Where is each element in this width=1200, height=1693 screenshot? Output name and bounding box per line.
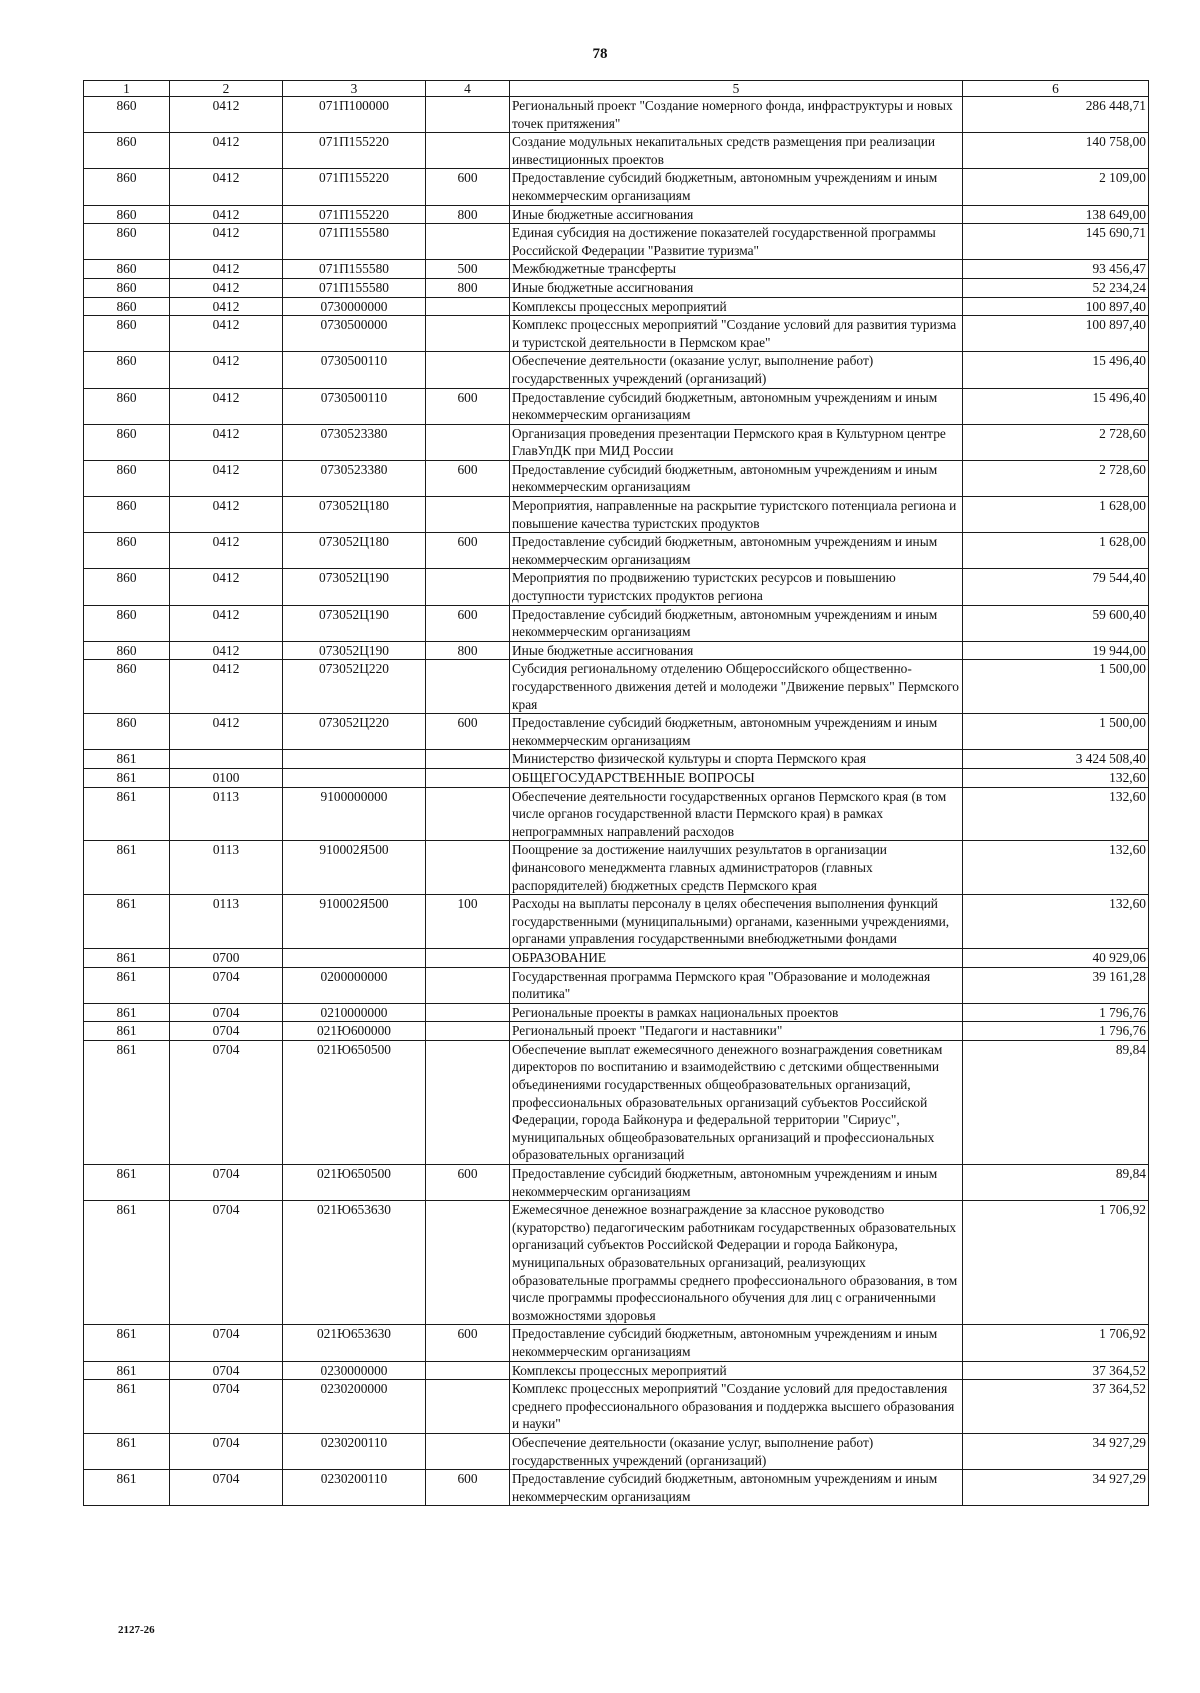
target-article-cell: 071П155220	[283, 205, 426, 224]
ministry-code-cell: 860	[84, 533, 170, 569]
item-name-cell: Расходы на выплаты персоналу в целях обеспечения выполнения функций государственными (муниципальными) органами, казенными учреждениями, органами управления государственными внебюджетными фондами	[510, 895, 963, 949]
item-name-cell: Обеспечение деятельности (оказание услуг, выполнение работ) государственных учреждений (организаций)	[510, 1433, 963, 1469]
amount-cell: 15 496,40	[963, 352, 1149, 388]
table-row	[84, 841, 1149, 895]
item-name-cell: Предоставление субсидий бюджетным, автономным учреждениям и иным некоммерческим организациям	[510, 1165, 963, 1201]
target-article-cell: 071П100000	[283, 97, 426, 133]
section-code-cell: 0412	[170, 424, 283, 460]
section-code-cell: 0113	[170, 895, 283, 949]
amount-cell: 286 448,71	[963, 97, 1149, 133]
expense-type-cell	[426, 497, 510, 533]
target-article-cell: 071П155580	[283, 278, 426, 297]
amount-cell: 40 929,06	[963, 948, 1149, 967]
ministry-code-cell: 861	[84, 841, 170, 895]
amount-cell: 89,84	[963, 1165, 1149, 1201]
section-code-cell: 0412	[170, 278, 283, 297]
section-code-cell: 0704	[170, 1201, 283, 1325]
ministry-code-cell: 861	[84, 895, 170, 949]
section-code-cell	[170, 750, 283, 769]
table-row	[84, 424, 1149, 460]
section-code-cell: 0113	[170, 787, 283, 841]
section-code-cell: 0704	[170, 1380, 283, 1434]
table-row	[84, 750, 1149, 769]
table-row	[84, 1433, 1149, 1469]
amount-cell: 19 944,00	[963, 641, 1149, 660]
table-row	[84, 569, 1149, 605]
expense-type-cell: 600	[426, 714, 510, 750]
section-code-cell: 0412	[170, 133, 283, 169]
item-name-cell: Предоставление субсидий бюджетным, автономным учреждениям и иным некоммерческим организациям	[510, 605, 963, 641]
expense-type-cell	[426, 133, 510, 169]
item-name-cell: Региональный проект "Создание номерного фонда, инфраструктуры и новых точек притяжения"	[510, 97, 963, 133]
section-code-cell: 0113	[170, 841, 283, 895]
amount-cell: 132,60	[963, 841, 1149, 895]
target-article-cell: 910002Я500	[283, 895, 426, 949]
expense-type-cell	[426, 841, 510, 895]
ministry-code-cell: 861	[84, 948, 170, 967]
column-header-4: 4	[426, 81, 510, 97]
table-row	[84, 1040, 1149, 1164]
section-code-cell: 0704	[170, 1003, 283, 1022]
table-row	[84, 967, 1149, 1003]
item-name-cell: Субсидия региональному отделению Общероссийского общественно-государственного движения детей и молодежи "Движение первых" Пермского края	[510, 660, 963, 714]
item-name-cell: Организация проведения презентации Пермского края в Культурном центре ГлавУпДК при МИД России	[510, 424, 963, 460]
target-article-cell: 073052Ц190	[283, 641, 426, 660]
table-row	[84, 895, 1149, 949]
table-row	[84, 460, 1149, 496]
amount-cell: 132,60	[963, 768, 1149, 787]
expense-type-cell: 100	[426, 895, 510, 949]
expense-type-cell	[426, 1433, 510, 1469]
section-code-cell: 0412	[170, 97, 283, 133]
expense-type-cell: 800	[426, 205, 510, 224]
amount-cell: 1 706,92	[963, 1201, 1149, 1325]
ministry-code-cell: 860	[84, 260, 170, 279]
column-header-2: 2	[170, 81, 283, 97]
section-code-cell: 0412	[170, 660, 283, 714]
item-name-cell: ОБРАЗОВАНИЕ	[510, 948, 963, 967]
section-code-cell: 0704	[170, 1325, 283, 1361]
section-code-cell: 0704	[170, 1433, 283, 1469]
section-code-cell: 0412	[170, 533, 283, 569]
column-header-1: 1	[84, 81, 170, 97]
expense-type-cell	[426, 569, 510, 605]
column-header-5: 5	[510, 81, 963, 97]
expense-type-cell: 600	[426, 388, 510, 424]
amount-cell: 1 628,00	[963, 533, 1149, 569]
table-row	[84, 533, 1149, 569]
table-row	[84, 316, 1149, 352]
ministry-code-cell: 860	[84, 569, 170, 605]
amount-cell: 2 109,00	[963, 169, 1149, 205]
table-row	[84, 133, 1149, 169]
target-article-cell: 9100000000	[283, 787, 426, 841]
amount-cell: 15 496,40	[963, 388, 1149, 424]
ministry-code-cell: 861	[84, 1201, 170, 1325]
amount-cell: 34 927,29	[963, 1433, 1149, 1469]
target-article-cell: 071П155580	[283, 224, 426, 260]
ministry-code-cell: 860	[84, 205, 170, 224]
ministry-code-cell: 861	[84, 1361, 170, 1380]
table-row	[84, 224, 1149, 260]
amount-cell: 1 796,76	[963, 1022, 1149, 1041]
table-row	[84, 1022, 1149, 1041]
expense-type-cell	[426, 316, 510, 352]
amount-cell: 37 364,52	[963, 1361, 1149, 1380]
target-article-cell: 0230000000	[283, 1361, 426, 1380]
expense-type-cell	[426, 224, 510, 260]
table-row	[84, 169, 1149, 205]
item-name-cell: Предоставление субсидий бюджетным, автономным учреждениям и иным некоммерческим организациям	[510, 169, 963, 205]
ministry-code-cell: 861	[84, 1022, 170, 1041]
section-code-cell: 0704	[170, 1361, 283, 1380]
expense-type-cell: 600	[426, 605, 510, 641]
section-code-cell: 0100	[170, 768, 283, 787]
ministry-code-cell: 860	[84, 497, 170, 533]
table-row	[84, 1165, 1149, 1201]
ministry-code-cell: 860	[84, 424, 170, 460]
ministry-code-cell: 861	[84, 768, 170, 787]
target-article-cell	[283, 750, 426, 769]
table-row	[84, 497, 1149, 533]
item-name-cell: Обеспечение деятельности (оказание услуг, выполнение работ) государственных учреждений (организаций)	[510, 352, 963, 388]
target-article-cell: 021Ю650500	[283, 1040, 426, 1164]
expense-type-cell: 600	[426, 533, 510, 569]
expense-type-cell: 800	[426, 278, 510, 297]
amount-cell: 2 728,60	[963, 460, 1149, 496]
item-name-cell: Ежемесячное денежное вознаграждение за классное руководство (кураторство) педагогическим работникам государственных образовательных организаций субъектов Российской Федерации и города Байконура, муниципальных образовательных организаций, реализующих образовательные программы среднего профессионального образования, в том числе программы профессионального обучения для лиц с ограниченными возможностями здоровья	[510, 1201, 963, 1325]
table-row	[84, 388, 1149, 424]
section-code-cell: 0704	[170, 967, 283, 1003]
item-name-cell: Региональные проекты в рамках национальных проектов	[510, 1003, 963, 1022]
ministry-code-cell: 861	[84, 1380, 170, 1434]
expense-type-cell	[426, 352, 510, 388]
ministry-code-cell: 860	[84, 278, 170, 297]
section-code-cell: 0412	[170, 169, 283, 205]
amount-cell: 3 424 508,40	[963, 750, 1149, 769]
target-article-cell: 0230200110	[283, 1470, 426, 1506]
expense-type-cell	[426, 1380, 510, 1434]
target-article-cell: 073052Ц190	[283, 605, 426, 641]
table-row	[84, 641, 1149, 660]
amount-cell: 89,84	[963, 1040, 1149, 1164]
target-article-cell: 021Ю650500	[283, 1165, 426, 1201]
item-name-cell: Государственная программа Пермского края "Образование и молодежная политика"	[510, 967, 963, 1003]
table-row	[84, 352, 1149, 388]
target-article-cell: 071П155220	[283, 133, 426, 169]
item-name-cell: Комплекс процессных мероприятий "Создание условий для развития туризма и туристской деятельности в Пермском крае"	[510, 316, 963, 352]
section-code-cell: 0412	[170, 460, 283, 496]
ministry-code-cell: 861	[84, 1433, 170, 1469]
section-code-cell: 0412	[170, 641, 283, 660]
item-name-cell: Министерство физической культуры и спорта Пермского края	[510, 750, 963, 769]
table-row	[84, 768, 1149, 787]
section-code-cell: 0412	[170, 205, 283, 224]
amount-cell: 100 897,40	[963, 316, 1149, 352]
table-row	[84, 787, 1149, 841]
item-name-cell: Обеспечение выплат ежемесячного денежного вознаграждения советникам директоров по воспитанию и взаимодействию с детскими общественными объединениями государственных общеобразовательных организаций, профессиональных образовательных организаций субъектов Российской Федерации, города Байконура и федеральной территории "Сириус", муниципальных общеобразовательных организаций и профессиональных образовательных организаций	[510, 1040, 963, 1164]
expense-type-cell	[426, 967, 510, 1003]
item-name-cell: ОБЩЕГОСУДАРСТВЕННЫЕ ВОПРОСЫ	[510, 768, 963, 787]
table-row	[84, 1361, 1149, 1380]
ministry-code-cell: 860	[84, 388, 170, 424]
table-row	[84, 1003, 1149, 1022]
expense-type-cell	[426, 787, 510, 841]
expense-type-cell: 600	[426, 169, 510, 205]
table-row	[84, 1201, 1149, 1325]
target-article-cell: 0730523380	[283, 460, 426, 496]
amount-cell: 1 796,76	[963, 1003, 1149, 1022]
ministry-code-cell: 860	[84, 460, 170, 496]
amount-cell: 145 690,71	[963, 224, 1149, 260]
section-code-cell: 0412	[170, 316, 283, 352]
ministry-code-cell: 860	[84, 714, 170, 750]
expense-type-cell: 600	[426, 1470, 510, 1506]
expense-type-cell: 500	[426, 260, 510, 279]
section-code-cell: 0412	[170, 497, 283, 533]
target-article-cell: 910002Я500	[283, 841, 426, 895]
expense-type-cell: 600	[426, 1325, 510, 1361]
expense-type-cell	[426, 1003, 510, 1022]
target-article-cell: 0730523380	[283, 424, 426, 460]
table-row	[84, 1380, 1149, 1434]
section-code-cell: 0412	[170, 605, 283, 641]
expense-type-cell: 800	[426, 641, 510, 660]
ministry-code-cell: 861	[84, 1470, 170, 1506]
expense-type-cell	[426, 1361, 510, 1380]
page-number: 78	[592, 46, 608, 62]
amount-cell: 34 927,29	[963, 1470, 1149, 1506]
section-code-cell: 0412	[170, 714, 283, 750]
amount-cell: 93 456,47	[963, 260, 1149, 279]
table-row	[84, 948, 1149, 967]
item-name-cell: Обеспечение деятельности государственных органов Пермского края (в том числе органов государственной власти Пермского края) в рамках непрограммных направлений расходов	[510, 787, 963, 841]
expense-type-cell	[426, 1040, 510, 1164]
target-article-cell: 0230200000	[283, 1380, 426, 1434]
expense-type-cell	[426, 750, 510, 769]
amount-cell: 138 649,00	[963, 205, 1149, 224]
item-name-cell: Комплексы процессных мероприятий	[510, 1361, 963, 1380]
section-code-cell: 0412	[170, 224, 283, 260]
amount-cell: 1 500,00	[963, 660, 1149, 714]
target-article-cell: 073052Ц220	[283, 714, 426, 750]
ministry-code-cell: 860	[84, 641, 170, 660]
table-row	[84, 297, 1149, 316]
ministry-code-cell: 860	[84, 224, 170, 260]
column-header-3: 3	[283, 81, 426, 97]
amount-cell: 79 544,40	[963, 569, 1149, 605]
expense-type-cell	[426, 948, 510, 967]
item-name-cell: Предоставление субсидий бюджетным, автономным учреждениям и иным некоммерческим организациям	[510, 1325, 963, 1361]
amount-cell: 100 897,40	[963, 297, 1149, 316]
table-body	[84, 97, 1149, 1506]
item-name-cell: Иные бюджетные ассигнования	[510, 205, 963, 224]
amount-cell: 140 758,00	[963, 133, 1149, 169]
target-article-cell: 073052Ц220	[283, 660, 426, 714]
section-code-cell: 0412	[170, 260, 283, 279]
ministry-code-cell: 860	[84, 133, 170, 169]
expense-type-cell	[426, 97, 510, 133]
item-name-cell: Предоставление субсидий бюджетным, автономным учреждениям и иным некоммерческим организациям	[510, 1470, 963, 1506]
ministry-code-cell: 860	[84, 169, 170, 205]
section-code-cell: 0704	[170, 1040, 283, 1164]
item-name-cell: Предоставление субсидий бюджетным, автономным учреждениям и иным некоммерческим организациям	[510, 533, 963, 569]
item-name-cell: Предоставление субсидий бюджетным, автономным учреждениям и иным некоммерческим организациям	[510, 714, 963, 750]
target-article-cell: 073052Ц180	[283, 533, 426, 569]
target-article-cell: 0200000000	[283, 967, 426, 1003]
ministry-code-cell: 861	[84, 1165, 170, 1201]
ministry-code-cell: 861	[84, 787, 170, 841]
expense-type-cell	[426, 297, 510, 316]
section-code-cell: 0704	[170, 1470, 283, 1506]
target-article-cell: 021Ю653630	[283, 1325, 426, 1361]
target-article-cell: 021Ю600000	[283, 1022, 426, 1041]
column-number-row	[84, 81, 1149, 97]
target-article-cell: 0730500110	[283, 388, 426, 424]
column-header-6: 6	[963, 81, 1149, 97]
section-code-cell: 0412	[170, 569, 283, 605]
expense-type-cell	[426, 424, 510, 460]
ministry-code-cell: 860	[84, 605, 170, 641]
amount-cell: 1 706,92	[963, 1325, 1149, 1361]
item-name-cell: Создание модульных некапитальных средств размещения при реализации инвестиционных проектов	[510, 133, 963, 169]
table-row	[84, 1470, 1149, 1506]
section-code-cell: 0704	[170, 1165, 283, 1201]
item-name-cell: Комплексы процессных мероприятий	[510, 297, 963, 316]
expense-type-cell: 600	[426, 1165, 510, 1201]
ministry-code-cell: 860	[84, 297, 170, 316]
target-article-cell: 0730000000	[283, 297, 426, 316]
amount-cell: 1 500,00	[963, 714, 1149, 750]
target-article-cell: 071П155220	[283, 169, 426, 205]
target-article-cell: 073052Ц180	[283, 497, 426, 533]
ministry-code-cell: 860	[84, 316, 170, 352]
target-article-cell: 0730500000	[283, 316, 426, 352]
item-name-cell: Предоставление субсидий бюджетным, автономным учреждениям и иным некоммерческим организациям	[510, 460, 963, 496]
item-name-cell: Иные бюджетные ассигнования	[510, 278, 963, 297]
target-article-cell: 071П155580	[283, 260, 426, 279]
item-name-cell: Единая субсидия на достижение показателей государственной программы Российской Федерации "Развитие туризма"	[510, 224, 963, 260]
ministry-code-cell: 860	[84, 660, 170, 714]
ministry-code-cell: 861	[84, 1325, 170, 1361]
table-row	[84, 260, 1149, 279]
table-row	[84, 605, 1149, 641]
section-code-cell: 0704	[170, 1022, 283, 1041]
amount-cell: 132,60	[963, 895, 1149, 949]
ministry-code-cell: 861	[84, 1040, 170, 1164]
item-name-cell: Поощрение за достижение наилучших результатов в организации финансового менеджмента главных администраторов (главных распорядителей) бюджетных средств Пермского края	[510, 841, 963, 895]
target-article-cell	[283, 948, 426, 967]
expense-type-cell	[426, 660, 510, 714]
amount-cell: 1 628,00	[963, 497, 1149, 533]
ministry-code-cell: 861	[84, 1003, 170, 1022]
section-code-cell: 0412	[170, 297, 283, 316]
budget-table	[83, 80, 1149, 1506]
amount-cell: 37 364,52	[963, 1380, 1149, 1434]
section-code-cell: 0412	[170, 388, 283, 424]
ministry-code-cell: 861	[84, 750, 170, 769]
item-name-cell: Мероприятия, направленные на раскрытие туристского потенциала региона и повышение качества туристских продуктов	[510, 497, 963, 533]
item-name-cell: Предоставление субсидий бюджетным, автономным учреждениям и иным некоммерческим организациям	[510, 388, 963, 424]
amount-cell: 52 234,24	[963, 278, 1149, 297]
amount-cell: 39 161,28	[963, 967, 1149, 1003]
item-name-cell: Межбюджетные трансферты	[510, 260, 963, 279]
amount-cell: 2 728,60	[963, 424, 1149, 460]
ministry-code-cell: 860	[84, 97, 170, 133]
item-name-cell: Иные бюджетные ассигнования	[510, 641, 963, 660]
ministry-code-cell: 861	[84, 967, 170, 1003]
target-article-cell: 0730500110	[283, 352, 426, 388]
target-article-cell: 021Ю653630	[283, 1201, 426, 1325]
target-article-cell: 0210000000	[283, 1003, 426, 1022]
item-name-cell: Мероприятия по продвижению туристских ресурсов и повышению доступности туристских продуктов региона	[510, 569, 963, 605]
table-row	[84, 205, 1149, 224]
expense-type-cell	[426, 768, 510, 787]
table-row	[84, 1325, 1149, 1361]
table-row	[84, 97, 1149, 133]
expense-type-cell	[426, 1022, 510, 1041]
section-code-cell: 0700	[170, 948, 283, 967]
target-article-cell	[283, 768, 426, 787]
table-row	[84, 278, 1149, 297]
amount-cell: 132,60	[963, 787, 1149, 841]
table-row	[84, 714, 1149, 750]
item-name-cell: Региональный проект "Педагоги и наставники"	[510, 1022, 963, 1041]
document-code: 2127-26	[118, 1624, 155, 1636]
target-article-cell: 0230200110	[283, 1433, 426, 1469]
amount-cell: 59 600,40	[963, 605, 1149, 641]
table-row	[84, 660, 1149, 714]
section-code-cell: 0412	[170, 352, 283, 388]
expense-type-cell: 600	[426, 460, 510, 496]
target-article-cell: 073052Ц190	[283, 569, 426, 605]
ministry-code-cell: 860	[84, 352, 170, 388]
expense-type-cell	[426, 1201, 510, 1325]
item-name-cell: Комплекс процессных мероприятий "Создание условий для предоставления среднего профессионального образования и поддержка высшего образования и науки"	[510, 1380, 963, 1434]
